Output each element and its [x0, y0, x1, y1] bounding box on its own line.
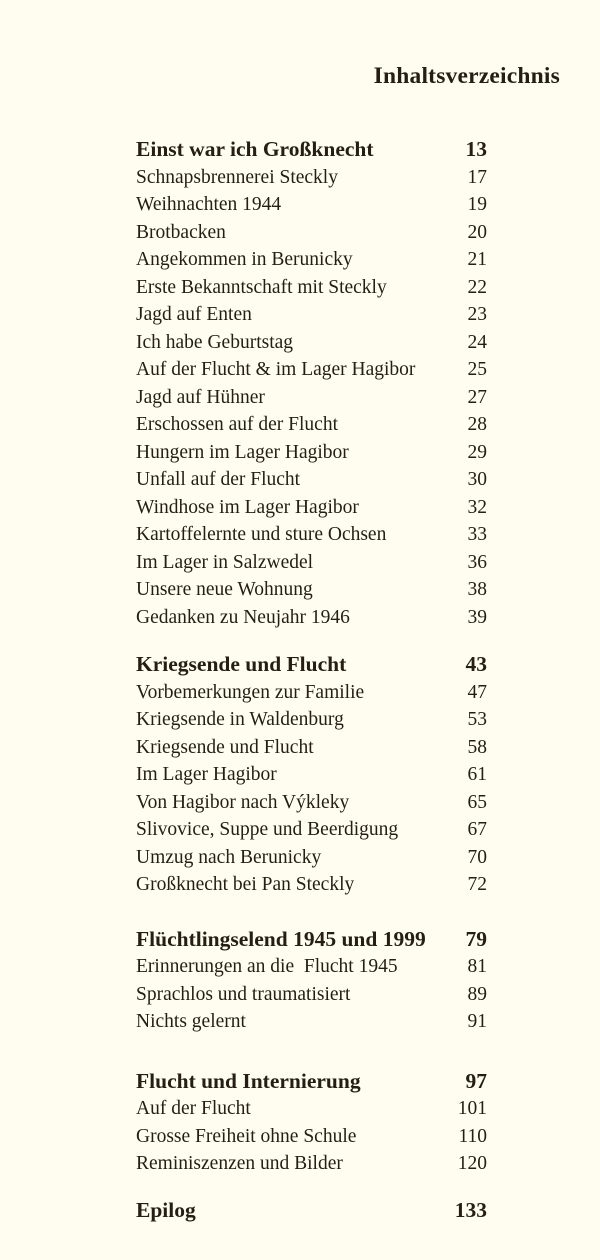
toc-item-row [136, 981, 487, 1009]
toc-item-page: 32 [467, 496, 487, 518]
toc-item-row [136, 789, 487, 817]
toc-item-page: 28 [467, 414, 487, 435]
toc-section-page: 13 [465, 137, 487, 161]
toc-item-row [136, 521, 487, 549]
toc-item-label: Brotbacken [136, 221, 226, 243]
toc-item-row [136, 604, 487, 632]
toc-item-row [136, 329, 487, 357]
toc-item-row [136, 274, 487, 302]
toc-item-page: 22 [467, 276, 487, 298]
toc-item-label: Auf der Flucht & im Lager Hagibor [136, 359, 416, 380]
toc-item-row [136, 1095, 487, 1123]
toc-item-label: Jagd auf Hühner [136, 386, 265, 408]
toc-section-row [136, 136, 487, 164]
toc-item-row [136, 494, 487, 522]
toc-item-page: 25 [467, 359, 487, 380]
toc-item-row [136, 761, 487, 789]
toc-item-row [136, 246, 487, 274]
toc-section-title: Kriegsende und Flucht [136, 652, 347, 676]
toc-item-label: Nichts gelernt [136, 1011, 246, 1032]
toc-item-page: 30 [467, 469, 487, 490]
toc-item-page: 89 [467, 983, 487, 1005]
toc-section-title: Einst war ich Großknecht [136, 137, 374, 161]
toc-item-page: 23 [467, 304, 487, 325]
toc-section-title: Epilog [136, 1197, 196, 1222]
toc-item-page: 19 [467, 194, 487, 215]
toc-item-page: 120 [457, 1153, 487, 1174]
toc-section-title: Flucht und Internierung [136, 1068, 361, 1093]
toc-item-page: 27 [467, 386, 487, 408]
toc-item-label: Großknecht bei Pan Steckly [136, 874, 355, 895]
toc-item-label: Vorbemerkungen zur Familie [136, 681, 365, 703]
toc-section-row [136, 926, 487, 954]
toc-item-page: 39 [467, 606, 487, 628]
toc-item-label: Erste Bekanntschaft mit Steckly [136, 276, 387, 298]
toc-item-row [136, 301, 487, 329]
toc-item-page: 24 [467, 331, 487, 353]
toc-item-page: 36 [467, 551, 487, 573]
toc-item-label: Kriegsende und Flucht [136, 736, 314, 758]
toc-item-row [136, 679, 487, 707]
toc-item-label: Sprachlos und traumatisiert [136, 983, 351, 1005]
toc-item-label: Ich habe Geburtstag [136, 331, 294, 353]
toc-item-label: Grosse Freiheit ohne Schule [136, 1125, 357, 1147]
toc-item-row [136, 356, 487, 384]
toc-item-row [136, 191, 487, 219]
toc-item-row [136, 816, 487, 844]
toc-item-label: Jagd auf Enten [136, 304, 252, 325]
toc-item-label: Von Hagibor nach Výkleky [136, 791, 350, 813]
toc-item-row [136, 844, 487, 872]
toc-item-page: 110 [458, 1125, 487, 1147]
toc-section-row [136, 1068, 487, 1096]
toc-item-label: Auf der Flucht [136, 1098, 251, 1119]
toc-item-page: 65 [467, 791, 487, 813]
toc-item-page: 61 [467, 764, 487, 785]
toc-item-page: 101 [457, 1098, 487, 1119]
toc-item-page: 33 [467, 524, 487, 545]
toc-item-row [136, 439, 487, 467]
toc-item-label: Windhose im Lager Hagibor [136, 496, 359, 518]
toc-item-page: 58 [467, 736, 487, 758]
toc-item-label: Umzug nach Berunicky [136, 846, 322, 868]
toc-item-page: 81 [467, 956, 487, 977]
toc-item-label: Kriegsende in Waldenburg [136, 709, 344, 730]
toc-item-row [136, 871, 487, 899]
toc-item-row [136, 1150, 487, 1178]
toc-section-row [136, 651, 487, 679]
toc-item-label: Erinnerungen an die Flucht 1945 [136, 956, 398, 977]
toc-item-row [136, 1123, 487, 1151]
toc-item-label: Slivovice, Suppe und Beerdigung [136, 819, 399, 840]
toc-section-page: 133 [454, 1197, 487, 1222]
toc-section-page: 97 [465, 1068, 487, 1093]
toc-item-page: 91 [467, 1011, 487, 1032]
toc-item-row [136, 953, 487, 981]
toc-item-row [136, 549, 487, 577]
toc-section-row [136, 1197, 487, 1225]
toc-item-page: 29 [467, 441, 487, 463]
toc-item-row [136, 164, 487, 192]
toc-item-row [136, 576, 487, 604]
toc-item-row [136, 734, 487, 762]
toc-item-row [136, 1008, 487, 1036]
toc-section-page: 79 [465, 926, 487, 951]
toc-item-row [136, 219, 487, 247]
toc-item-page: 17 [467, 166, 487, 188]
toc-item-page: 53 [467, 709, 487, 730]
toc-list [136, 136, 487, 1224]
toc-item-page: 21 [467, 249, 487, 270]
toc-item-label: Unsere neue Wohnung [136, 579, 313, 600]
toc-item-row [136, 466, 487, 494]
toc-item-page: 20 [467, 221, 487, 243]
toc-item-label: Angekommen in Berunicky [136, 249, 353, 270]
toc-item-page: 47 [467, 681, 487, 703]
toc-item-label: Erschossen auf der Flucht [136, 414, 338, 435]
toc-item-page: 70 [467, 846, 487, 868]
toc-item-label: Kartoffelernte und sture Ochsen [136, 524, 387, 545]
toc-item-label: Reminiszenzen und Bilder [136, 1153, 343, 1174]
toc-item-page: 38 [467, 579, 487, 600]
toc-item-page: 72 [467, 874, 487, 895]
toc-item-label: Weihnachten 1944 [136, 194, 282, 215]
toc-item-row [136, 384, 487, 412]
toc-item-row [136, 411, 487, 439]
toc-item-row [136, 706, 487, 734]
toc-item-page: 67 [467, 819, 487, 840]
toc-section-page: 43 [465, 652, 487, 676]
toc-item-label: Gedanken zu Neujahr 1946 [136, 606, 350, 628]
toc-item-label: Im Lager Hagibor [136, 764, 277, 785]
toc-item-label: Schnapsbrennerei Steckly [136, 166, 338, 188]
toc-item-label: Im Lager in Salzwedel [136, 551, 314, 573]
toc-section-title: Flüchtlingselend 1945 und 1999 [136, 926, 426, 951]
toc-item-label: Hungern im Lager Hagibor [136, 441, 349, 463]
page-title: Inhaltsverzeichnis [373, 63, 560, 89]
toc-item-label: Unfall auf der Flucht [136, 469, 301, 490]
